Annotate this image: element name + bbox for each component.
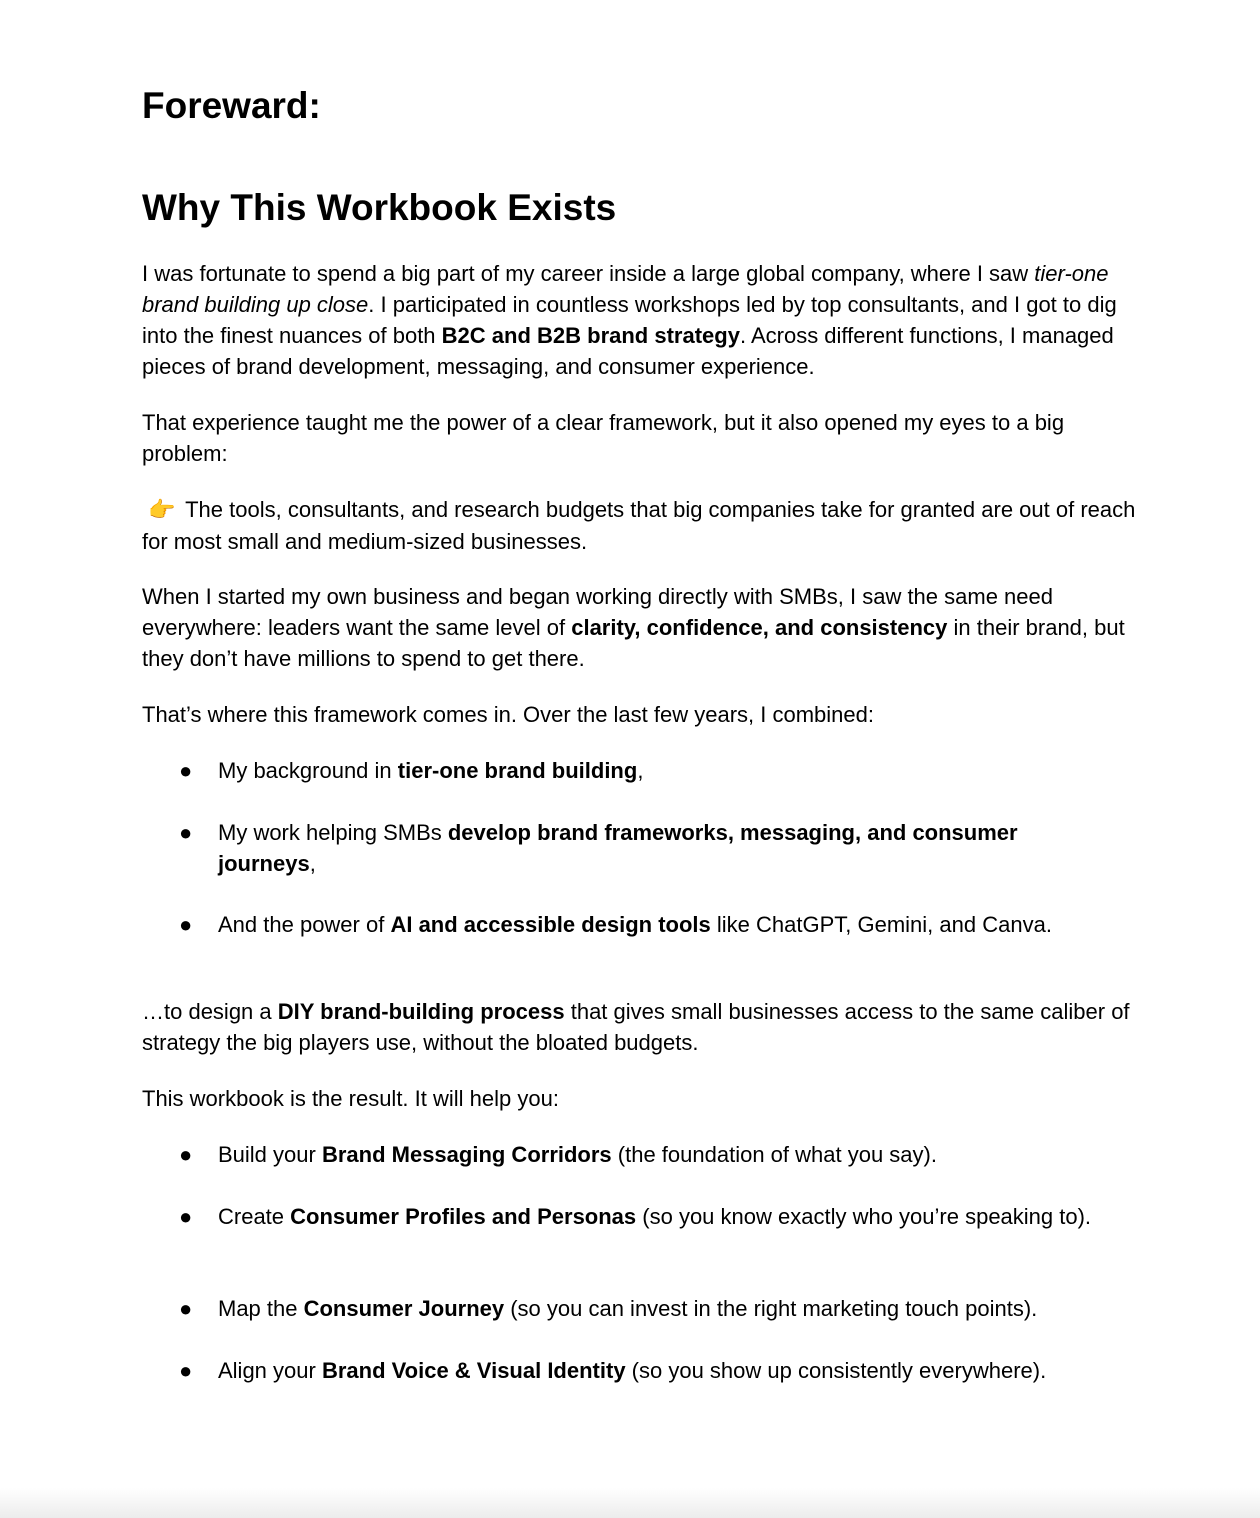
bullet-icon: ● (179, 820, 193, 845)
pointing-hand-icon: 👉 (148, 498, 176, 523)
list-item-bold: develop brand frameworks, messaging, and consumer journeys (218, 820, 1018, 876)
bullet-icon: ● (179, 758, 193, 783)
list-item-bold: Brand Voice & Visual Identity (321, 1358, 626, 1383)
paragraph-career-text-c: . I participated in countless workshops led by top consultants, and I got to dig into the finest nuances of both (142, 292, 1117, 348)
paragraph-smb-bold: clarity, confidence, and consistency (571, 615, 948, 640)
paragraph-career-italic: tier-one brand building up close (142, 261, 1109, 317)
list-item-text-c: (so you can invest in the right marketing touch points). (504, 1296, 1038, 1321)
bullet-icon: ● (179, 1142, 193, 1167)
paragraph-career-text-a: I was fortunate to spend a big part of my career inside a large global company, where I saw (142, 261, 1035, 286)
list-item-text-c: (the foundation of what you say). (611, 1142, 937, 1167)
list-item-text-c: like ChatGPT, Gemini, and Canva. (710, 912, 1052, 937)
paragraph-smb (142, 581, 1142, 674)
list-item-text-c: (so you know exactly who you’re speaking to). (636, 1204, 1092, 1229)
paragraph-experience: That experience taught me the power of a clear framework, but it also opened my eyes to a big problem: (142, 410, 1065, 466)
paragraph-framework: That’s where this framework comes in. Over the last few years, I combined: (142, 702, 874, 727)
list-item-text (218, 1139, 1108, 1170)
list-item-text-a: Create (218, 1204, 291, 1229)
bullet-icon: ● (179, 912, 193, 937)
paragraph-problem (142, 494, 1142, 557)
list-item-bold: Consumer Journey (303, 1296, 505, 1321)
list-item-text-c: , (637, 758, 644, 783)
page-bottom-shadow (0, 1488, 1260, 1518)
list-item-text (218, 1293, 1108, 1324)
paragraph-smb-text-c: in their brand, but they don’t have millions to spend to get there. (142, 615, 1125, 671)
paragraph-career-bold: B2C and B2B brand strategy (441, 323, 740, 348)
list-item-text-c: , (309, 851, 316, 876)
list-item-text-a: Map the (218, 1296, 304, 1321)
list-item-text-c: (so you show up consistently everywhere). (625, 1358, 1047, 1383)
paragraph-smb-text-a: When I started my own business and began working directly with SMBs, I saw the same need everywhere: leaders want the same level of (142, 584, 1053, 640)
paragraph-diy (142, 996, 1142, 1058)
paragraph-diy-text-c: that gives small businesses access to the same caliber of strategy the big players use, without the bloated budgets. (142, 999, 1130, 1055)
list-item-bold: Consumer Profiles and Personas (290, 1204, 637, 1229)
bullet-icon: ● (179, 1358, 193, 1383)
list-item-text (218, 1201, 1108, 1232)
bullet-icon: ● (179, 1296, 193, 1321)
paragraph-career (142, 258, 1142, 382)
paragraph-problem-text: The tools, consultants, and research budgets that big companies take for granted are out of reach for most small and medium-sized businesses. (142, 497, 1136, 554)
list-item-text (218, 817, 1108, 879)
list-item-text-a: My work helping SMBs (218, 820, 448, 845)
list-item-bold: Brand Messaging Corridors (321, 1142, 612, 1167)
list-item-bold: AI and accessible design tools (390, 912, 711, 937)
list-item-text-a: My background in (218, 758, 398, 783)
list-item-text-a: Align your (218, 1358, 322, 1383)
list-item-text (218, 755, 1108, 786)
paragraph-career-text-e: . Across different functions, I managed pieces of brand development, messaging, and consumer experience. (142, 323, 1114, 379)
list-item-text-a: Build your (218, 1142, 322, 1167)
bullet-icon: ● (179, 1204, 193, 1229)
foreward-heading: Foreward: (142, 85, 321, 126)
paragraph-result: This workbook is the result. It will help you: (142, 1086, 559, 1111)
list-item-text-a: And the power of (218, 912, 391, 937)
paragraph-diy-text-a: …to design a (142, 999, 278, 1024)
page-title: Why This Workbook Exists (142, 187, 617, 228)
list-item-text (218, 1355, 1108, 1386)
list-item-text (218, 909, 1108, 940)
paragraph-diy-bold: DIY brand-building process (277, 999, 565, 1024)
list-item-bold: tier-one brand building (397, 758, 638, 783)
